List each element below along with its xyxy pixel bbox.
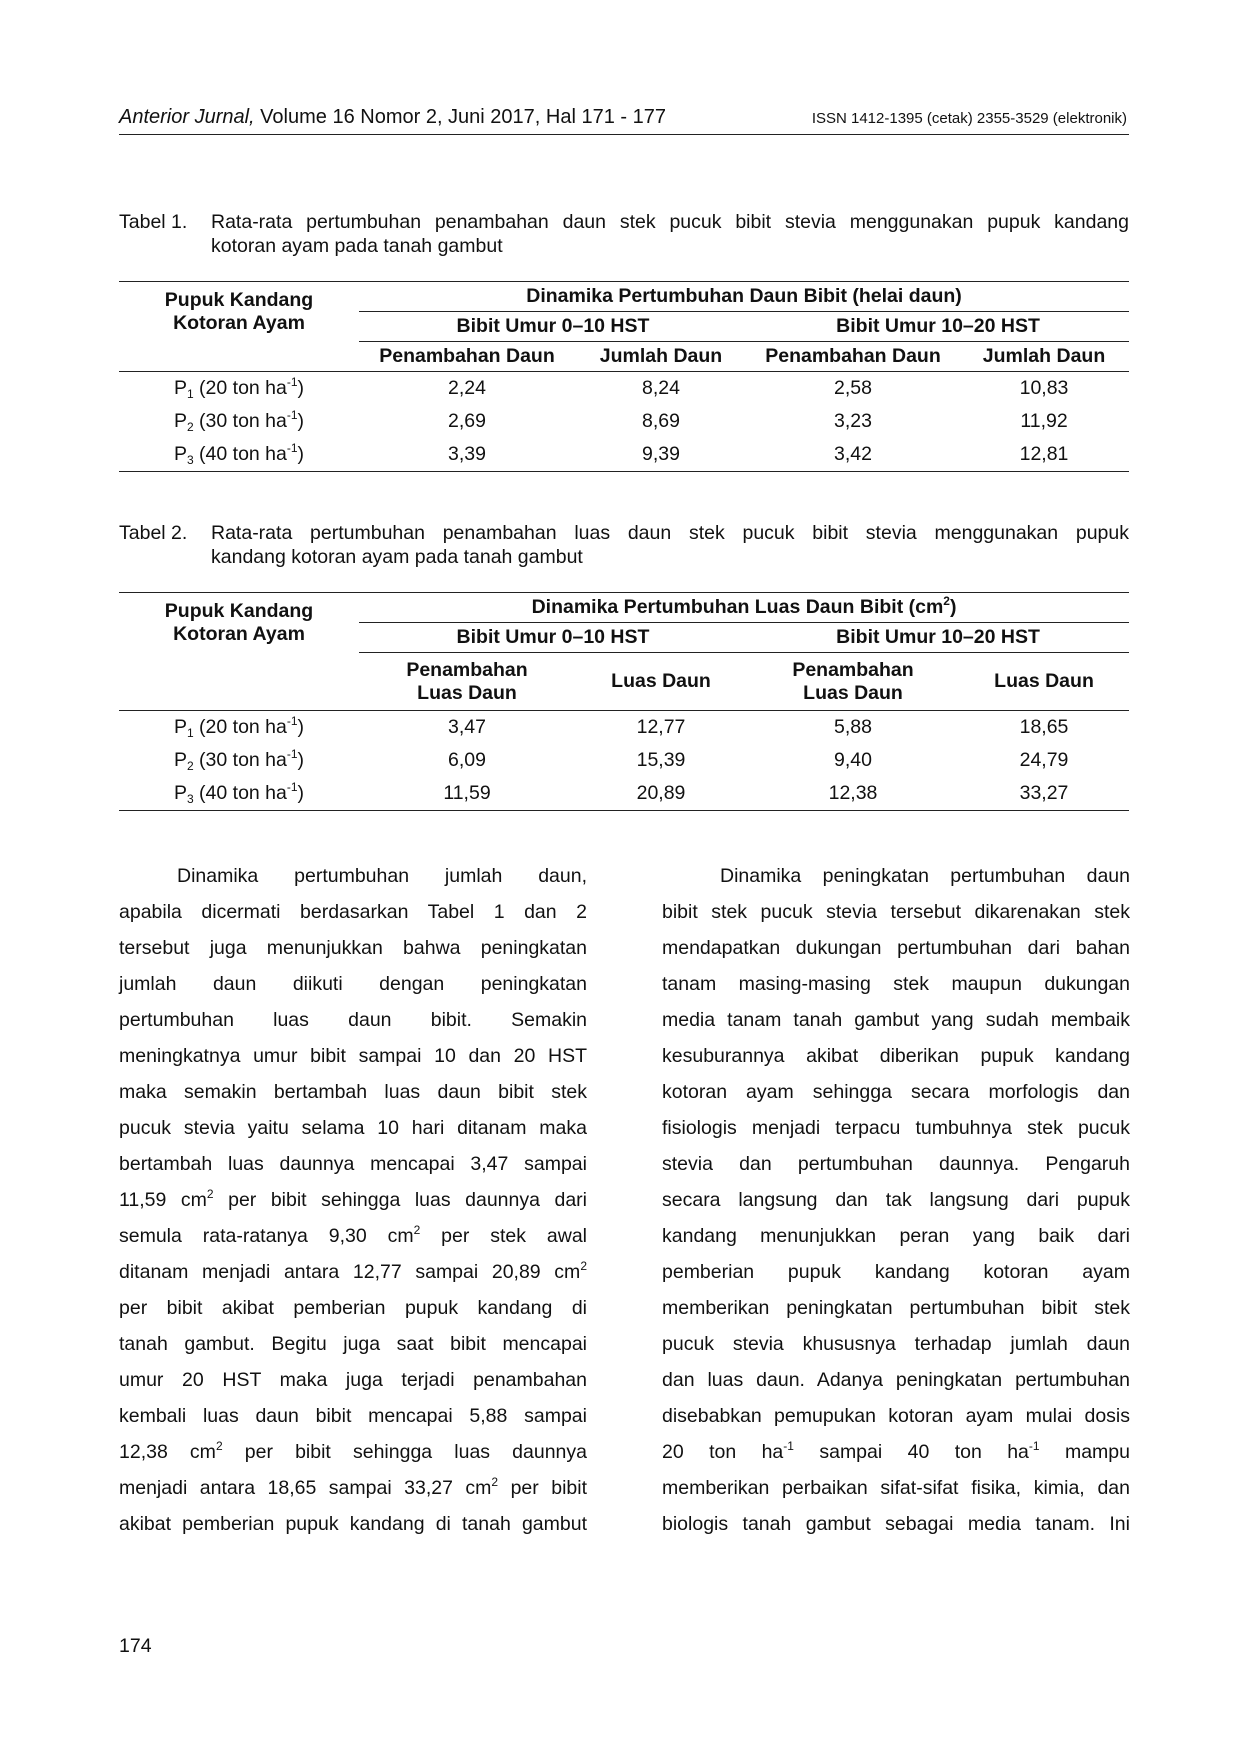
row-label: $P_3$ (40 ton $ha^{-1}$) <box>119 438 359 472</box>
running-header <box>119 104 1129 135</box>
table2-col-header: Penambahan Luas Daun <box>747 653 959 711</box>
paragraph-line: bibit stek pucuk stevia tersebut dikarenakan stek <box>662 901 1130 923</box>
paragraph-line: tersebut juga menunjukkan bahwa peningkatan <box>119 937 587 959</box>
table1-rowhead-line2: Kotoran Ayam <box>173 311 305 334</box>
table2-subheader-2: Bibit Umur 10–20 HST <box>747 623 1129 653</box>
paragraph-line: pucuk stevia khususnya terhadap jumlah daun <box>662 1333 1130 1355</box>
table-cell: 5,88 <box>834 716 872 739</box>
table-cell: 2,69 <box>448 410 486 432</box>
table-cell: 6,09 <box>448 749 486 771</box>
table1-subheader-1: Bibit Umur 0–10 HST <box>359 312 747 342</box>
paragraph-line: semula rata-ratanya 9,30 $cm^2$ per stek awal <box>119 1223 587 1247</box>
table2-group-header: Dinamika Pertumbuhan Luas Daun Bibit $(cm^2)$ <box>359 593 1129 623</box>
table1 <box>119 281 1129 472</box>
table1-caption-line1: Rata-rata pertumbuhan penambahan daun stek pucuk bibit stevia menggunakan pupuk kandang <box>211 211 1129 233</box>
row-label: $P_1$ (20 ton $ha^{-1}$) <box>173 375 305 402</box>
paragraph-line: maka semakin bertambah luas daun bibit stek <box>119 1081 587 1103</box>
paragraph-line: pucuk stevia yaitu selama 10 hari ditanam maka <box>119 1117 587 1139</box>
table-row <box>119 372 1129 406</box>
table-cell: 9,40 <box>834 749 872 771</box>
paragraph-line: stevia dan pertumbuhan daunnya. Pengaruh <box>662 1153 1130 1175</box>
paragraph-line: menjadi antara 18,65 sampai 33,27 $cm^2$ per bibit <box>119 1475 587 1499</box>
journal-name: Anterior Jurnal, <box>119 106 255 128</box>
table1-col-header: Jumlah Daun <box>575 342 747 372</box>
paragraph-line: pemberian pupuk kandang kotoran ayam <box>662 1261 1130 1283</box>
table-cell: 8,69 <box>642 410 680 432</box>
table2-subheader-1: Bibit Umur 0–10 HST <box>359 623 747 653</box>
table-cell: 12,77 <box>636 716 686 739</box>
page-number: 174 <box>119 1635 152 1657</box>
paragraph-line: memberikan perbaikan sifat-sifat fisika, kimia, dan <box>662 1477 1130 1499</box>
table-row <box>119 711 1129 745</box>
table-cell: 18,65 <box>1019 716 1069 739</box>
table-cell: 3,23 <box>834 410 872 432</box>
paragraph-line: per bibit akibat pemberian pupuk kandang di <box>119 1297 587 1319</box>
table2-col-header: Penambahan Luas Daun <box>359 653 575 711</box>
paragraph-line: 11,59 $cm^2$ per bibit sehingga luas daunnya dari <box>119 1187 587 1211</box>
table2-label: Tabel 2. <box>119 522 188 544</box>
table-row <box>119 777 1129 811</box>
journal-citation <box>119 106 666 129</box>
issn: ISSN 1412-1395 (cetak) 2355-3529 (elektronik) <box>811 110 1127 127</box>
paragraph-line: dan luas daun. Adanya peningkatan pertumbuhan <box>662 1369 1130 1391</box>
table-cell: 10,83 <box>1019 377 1069 400</box>
table-cell: 12,81 <box>959 438 1129 472</box>
paragraph-line: umur 20 HST maka juga terjadi penambahan <box>119 1369 587 1391</box>
table1-col-header: Penambahan Daun <box>747 342 959 372</box>
paragraph-line: bertambah luas daunnya mencapai 3,47 sampai <box>119 1153 587 1175</box>
table-cell: 12,38 <box>747 777 959 811</box>
table-cell: 3,47 <box>448 716 486 739</box>
row-label: $P_1$ (20 ton $ha^{-1}$) <box>173 714 305 741</box>
table-cell: 2,58 <box>834 377 872 400</box>
row-label: $P_2$ (30 ton $ha^{-1}$) <box>173 747 305 773</box>
paragraph-line: kandang menunjukkan peran yang baik dari <box>662 1225 1130 1247</box>
paragraph-line: media tanam tanah gambut yang sudah membaik <box>662 1009 1130 1031</box>
table2-rowhead <box>119 593 359 653</box>
table-cell: 9,39 <box>575 438 747 472</box>
table-cell: 15,39 <box>636 749 686 771</box>
paragraph-line: kesuburannya akibat diberikan pupuk kandang <box>662 1045 1130 1067</box>
table1-rowhead <box>119 282 359 342</box>
paragraph-line: akibat pemberian pupuk kandang di tanah gambut <box>119 1513 587 1535</box>
table-cell: 3,39 <box>359 438 575 472</box>
table-cell: 24,79 <box>1019 749 1069 771</box>
paragraph-line: mendapatkan dukungan pertumbuhan dari bahan <box>662 937 1130 959</box>
table-row <box>119 438 1129 472</box>
paragraph-line: Dinamika pertumbuhan jumlah daun, <box>177 865 587 887</box>
table1-group-header: Dinamika Pertumbuhan Daun Bibit (helai daun) <box>359 282 1129 312</box>
table1-label: Tabel 1. <box>119 211 188 233</box>
table1-subheader-2: Bibit Umur 10–20 HST <box>747 312 1129 342</box>
paragraph-line: disebabkan pemupukan kotoran ayam mulai dosis <box>662 1405 1130 1427</box>
table2-caption-line2: kandang kotoran ayam pada tanah gambut <box>211 546 583 568</box>
table-cell: 20,89 <box>575 777 747 811</box>
table1-rowhead-line1: Pupuk Kandang <box>164 288 314 311</box>
paragraph-line: tanam masing-masing stek maupun dukungan <box>662 973 1130 995</box>
body-column-right <box>662 858 1130 1542</box>
paragraph-line: Dinamika peningkatan pertumbuhan daun <box>720 865 1130 887</box>
paragraph-line: ditanam menjadi antara 12,77 sampai 20,89 $cm^2$ <box>119 1259 587 1283</box>
row-label: $P_2$ (30 ton $ha^{-1}$) <box>173 408 305 434</box>
paragraph-line: apabila dicermati berdasarkan Tabel 1 dan 2 <box>119 901 587 923</box>
table-cell: 3,42 <box>747 438 959 472</box>
table-cell: 33,27 <box>959 777 1129 811</box>
table2-col-header: Luas Daun <box>575 653 747 711</box>
table2-rowhead-line1: Pupuk Kandang <box>164 599 314 622</box>
table-cell: 11,92 <box>1020 410 1068 432</box>
table-cell: 2,24 <box>448 377 486 400</box>
table2-rowhead-spacer <box>119 653 359 711</box>
paragraph-line: fisiologis menjadi terpacu tumbuhnya stek pucuk <box>662 1117 1130 1139</box>
table2-rowhead-line2: Kotoran Ayam <box>173 622 305 645</box>
table1-col-header: Jumlah Daun <box>959 342 1129 372</box>
table-row <box>119 406 1129 438</box>
table-row <box>119 745 1129 777</box>
table2 <box>119 592 1129 811</box>
table2-col-header: Luas Daun <box>959 653 1129 711</box>
paragraph-line: memberikan peningkatan pertumbuhan bibit stek <box>662 1297 1130 1319</box>
table2-caption-line1: Rata-rata pertumbuhan penambahan luas daun stek pucuk bibit stevia menggunakan pupuk <box>211 522 1129 544</box>
table1-rowhead-spacer <box>119 342 359 372</box>
paragraph-line: 20 ton $ha^{-1}$ sampai 40 ton $ha^{-1}$ mampu <box>662 1439 1130 1463</box>
paragraph-line: jumlah daun diikuti dengan peningkatan <box>119 973 587 995</box>
body-column-left <box>119 858 587 1542</box>
table-cell: 8,24 <box>642 377 680 400</box>
paragraph-line: secara langsung dan tak langsung dari pupuk <box>662 1189 1130 1211</box>
paragraph-line: 12,38 $cm^2$ per bibit sehingga luas daunnya <box>119 1439 587 1463</box>
journal-volume: Volume 16 Nomor 2, Juni 2017, Hal 171 - 177 <box>254 106 666 128</box>
table1-caption-line2: kotoran ayam pada tanah gambut <box>211 235 503 257</box>
paragraph-line: kembali luas daun bibit mencapai 5,88 sampai <box>119 1405 587 1427</box>
paragraph-line: pertumbuhan luas daun bibit. Semakin <box>119 1009 587 1031</box>
paragraph-line: biologis tanah gambut sebagai media tanam. Ini <box>662 1513 1130 1535</box>
paragraph-line: meningkatnya umur bibit sampai 10 dan 20 HST <box>119 1045 587 1067</box>
row-label: $P_3$ (40 ton $ha^{-1}$) <box>119 777 359 811</box>
paragraph-line: tanah gambut. Begitu juga saat bibit mencapai <box>119 1333 587 1355</box>
table-cell: 11,59 <box>359 777 575 811</box>
table1-col-header: Penambahan Daun <box>359 342 575 372</box>
paragraph-line: kotoran ayam sehingga secara morfologis dan <box>662 1081 1130 1103</box>
